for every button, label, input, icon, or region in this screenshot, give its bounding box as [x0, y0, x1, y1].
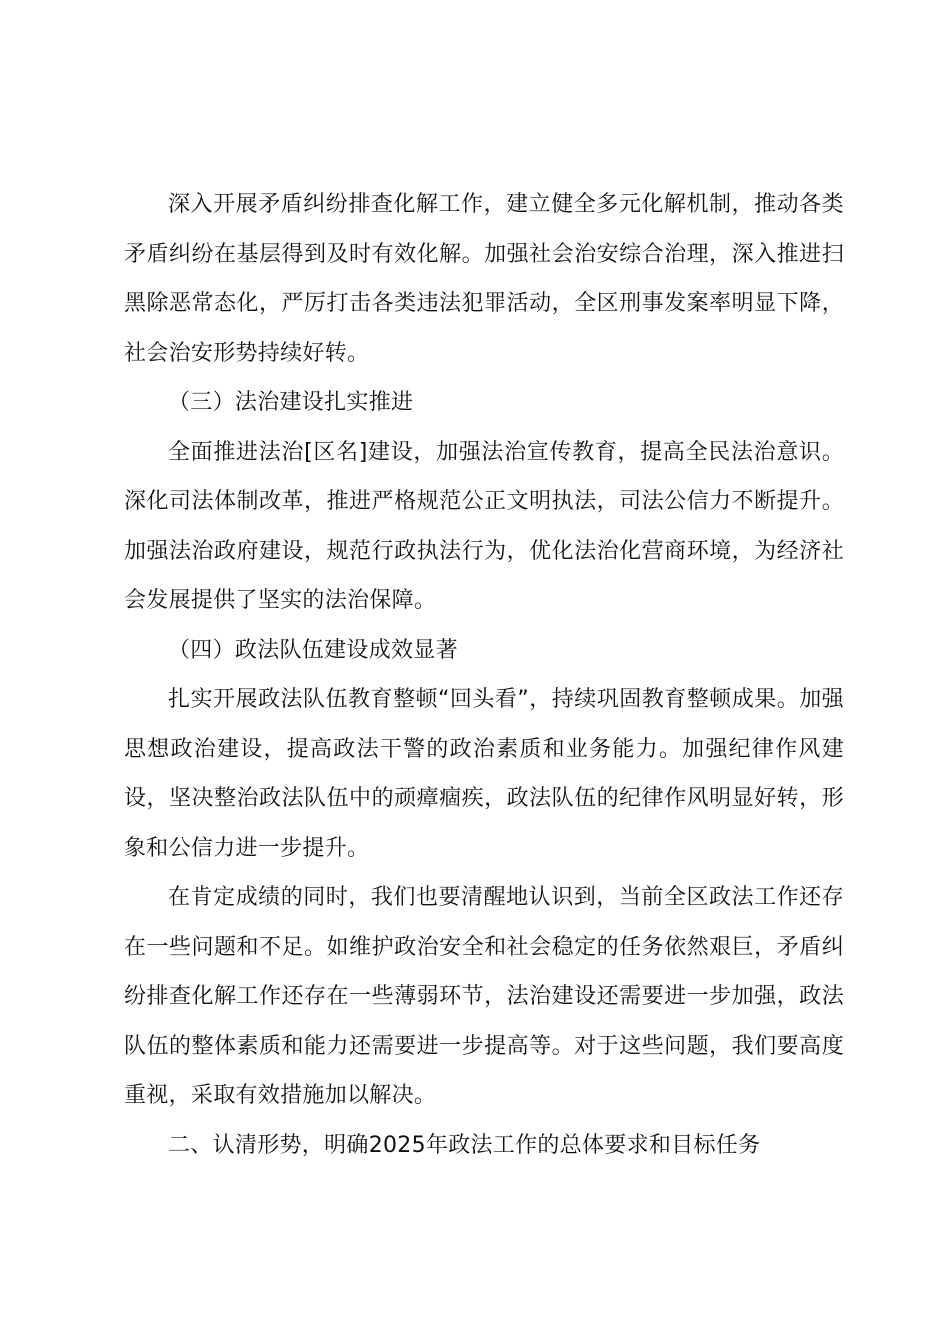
- paragraph-rule-of-law: 全面推进法治[区名]建设，加强法治宣传教育，提高全民法治意识。深化司法体制改革，推进严格规范公正文明执法，司法公信力不断提升。加强法治政府建设，规范行政执法行为，优化法治化营商环境，为经济社会发展提供了坚实的法治保障。: [124, 439, 844, 613]
- paragraph-team-building: 扎实开展政法队伍教育整顿“回头看”，持续巩固教育整顿成果。加强思想政治建设，提高政法干警的政治素质和业务能力。加强纪律作风建设，坚决整治政法队伍中的顽瘴痼疾，政法队伍的纪律作风明显好转，形象和公信力进一步提升。: [124, 687, 844, 861]
- paragraph-problems: 在肯定成绩的同时，我们也要清醒地认识到，当前全区政法工作还存在一些问题和不足。如维护政治安全和社会稳定的任务依然艰巨，矛盾纠纷排查化解工作还存在一些薄弱环节，法治建设还需要进一步加强，政法队伍的整体素质和能力还需要进一步提高等。对于这些问题，我们要高度重视，采取有效措施加以解决。: [124, 885, 844, 1108]
- heading-rule-of-law: （三）法治建设扎实推进: [168, 390, 414, 415]
- paragraph-social-governance: 深入开展矛盾纠纷排查化解工作，建立健全多元化解机制，推动各类矛盾纠纷在基层得到及时有效化解。加强社会治安综合治理，深入推进扫黑除恶常态化，严厉打击各类违法犯罪活动，全区刑事发案率明显下降，社会治安形势持续好转。: [124, 192, 844, 366]
- document-body: [124, 180, 844, 1170]
- heading-team-building: （四）政法队伍建设成效显著: [168, 637, 458, 663]
- heading-section-two: 二、认清形势，明确2025年政法工作的总体要求和目标任务: [168, 1132, 761, 1158]
